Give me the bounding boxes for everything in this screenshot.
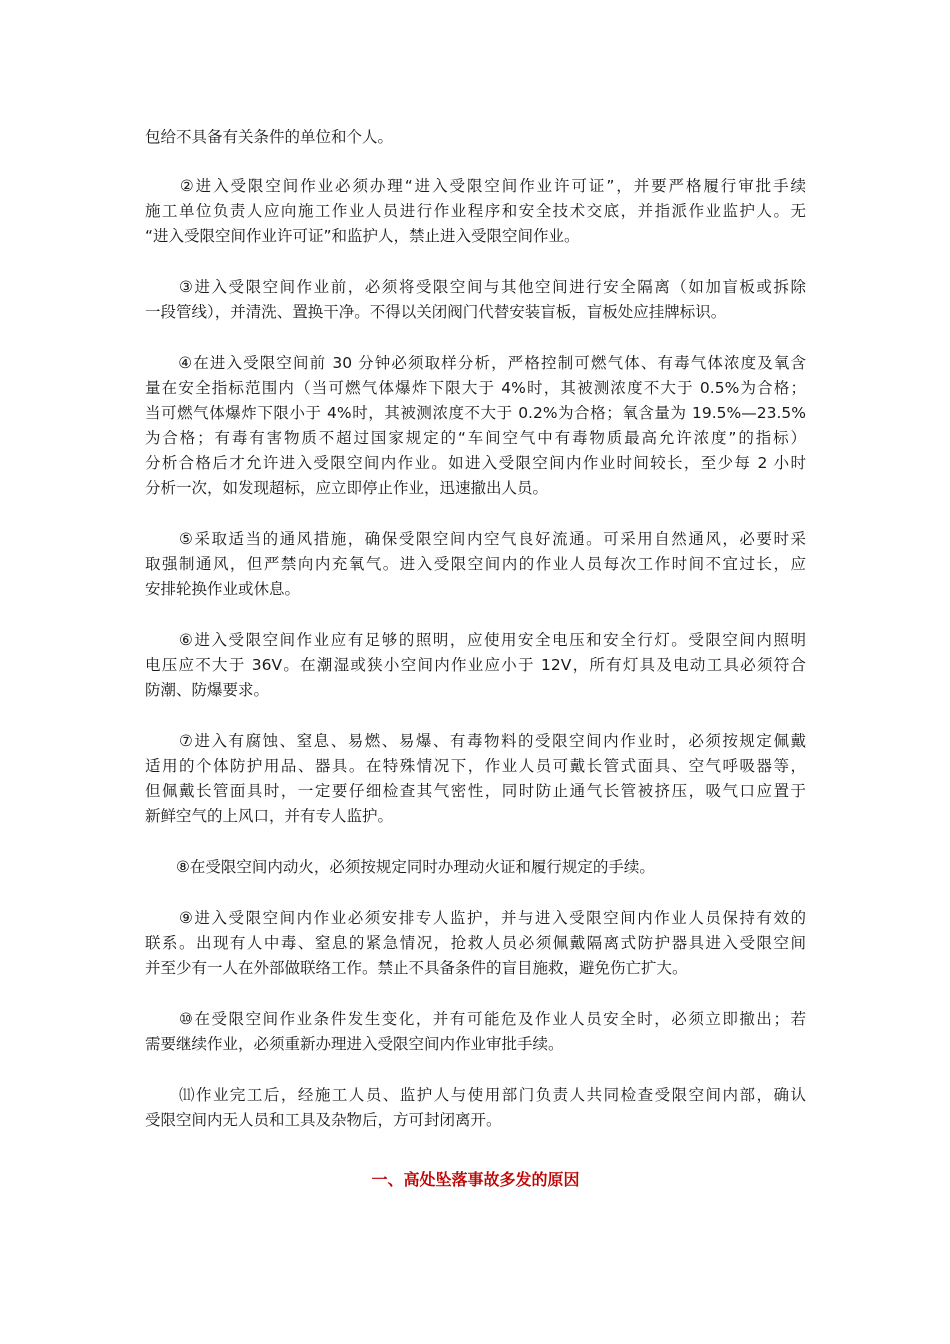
paragraph-line: “进入受限空间作业许可证”和监护人，禁止进入受限空间作业。 [145,227,580,245]
paragraph-line: 包给不具备有关条件的单位和个人。 [145,128,394,146]
paragraph-p4 [145,351,806,501]
paragraph-line: 但佩戴长管面具时，一定要仔细检查其气密性，同时防止通气长管被挤压，吸气口应置于 [145,782,806,800]
paragraph-line: 安排轮换作业或休息。 [145,580,301,598]
paragraph-line: 适用的个体防护用品、器具。在特殊情况下，作业人员可戴长管式面具、空气呼吸器等， [145,757,806,775]
paragraph-line: ⑩在受限空间作业条件发生变化，并有可能危及作业人员安全时，必须立即撤出；若 [145,1010,806,1028]
paragraph-line: 电压应不大于 36V。在潮湿或狭小空间内作业应小于 12V，所有灯具及电动工具必须符合 [145,656,806,674]
paragraph-line: 当可燃气体爆炸下限小于 4%时，其被测浓度不大于 0.2%为合格；氧含量为 19.5%—23.5% [145,404,806,422]
paragraph-p9 [145,906,806,981]
paragraph-line: 需要继续作业，必须重新办理进入受限空间内作业审批手续。 [145,1035,564,1053]
paragraph-line: 防潮、防爆要求。 [145,681,270,699]
paragraph-p5 [145,527,806,602]
paragraph-line: 施工单位负责人应向施工作业人员进行作业程序和安全技术交底，并指派作业监护人。无 [145,202,806,220]
paragraph-line: 联系。出现有人中毒、窒息的紧急情况，抢救人员必须佩戴隔离式防护器具进入受限空间 [145,934,806,952]
paragraph-line: ⑧在受限空间内动火，必须按规定同时办理动火证和履行规定的手续。 [145,858,655,876]
paragraph-line: 新鲜空气的上风口，并有专人监护。 [145,807,394,825]
paragraph-p11 [145,1083,806,1133]
paragraph-p2 [145,174,806,249]
paragraph-line: 分析合格后才允许进入受限空间内作业。如进入受限空间内作业时间较长，至少每 2 小时 [145,454,806,472]
paragraph-p0 [145,125,806,150]
document-body [145,125,806,1133]
paragraph-line: 受限空间内无人员和工具及杂物后，方可封闭离开。 [145,1111,502,1129]
paragraph-line: ⑤采取适当的通风措施，确保受限空间内空气良好流通。可采用自然通风，必要时采 [145,530,806,548]
paragraph-line: 一段管线），并清洗、置换干净。不得以关闭阀门代替安装盲板，盲板处应挂牌标识。 [145,303,727,321]
paragraph-line: 分析一次，如发现超标，应立即停止作业，迅速撤出人员。 [145,479,549,497]
paragraph-p8 [145,855,806,880]
paragraph-p3 [145,275,806,325]
paragraph-line: ②进入受限空间作业必须办理“进入受限空间作业许可证”，并要严格履行审批手续 [145,177,806,195]
paragraph-line: ⑥进入受限空间作业应有足够的照明，应使用安全电压和安全行灯。受限空间内照明 [145,631,806,649]
paragraph-line: 为合格；有毒有害物质不超过国家规定的“车间空气中有毒物质最高允许浓度”的指标） [145,429,806,447]
paragraph-p6 [145,628,806,703]
paragraph-line: 取强制通风，但严禁向内充氧气。进入受限空间内的作业人员每次工作时间不宜过长，应 [145,555,806,573]
paragraph-line: ⑦进入有腐蚀、窒息、易燃、易爆、有毒物料的受限空间内作业时，必须按规定佩戴 [145,732,806,750]
paragraph-line: 并至少有一人在外部做联络工作。禁止不具备条件的盲目施救，避免伤亡扩大。 [145,959,688,977]
document-page [145,125,806,1189]
paragraph-p7 [145,729,806,829]
paragraph-line: 量在安全指标范围内（当可燃气体爆炸下限大于 4%时，其被测浓度不大于 0.5%为合格； [145,379,806,397]
paragraph-line: ③进入受限空间作业前，必须将受限空间与其他空间进行安全隔离（如加盲板或拆除 [145,278,806,296]
paragraph-line: ⑾作业完工后，经施工人员、监护人与使用部门负责人共同检查受限空间内部，确认 [145,1086,806,1104]
paragraph-p10 [145,1007,806,1057]
paragraph-line: ⑨进入受限空间内作业必须安排专人监护，并与进入受限空间内作业人员保持有效的 [145,909,806,927]
paragraph-line: ④在进入受限空间前 30 分钟必须取样分析，严格控制可燃气体、有毒气体浓度及氧含 [145,354,806,372]
section-heading: 一、高处坠落事故多发的原因 [371,1170,580,1189]
